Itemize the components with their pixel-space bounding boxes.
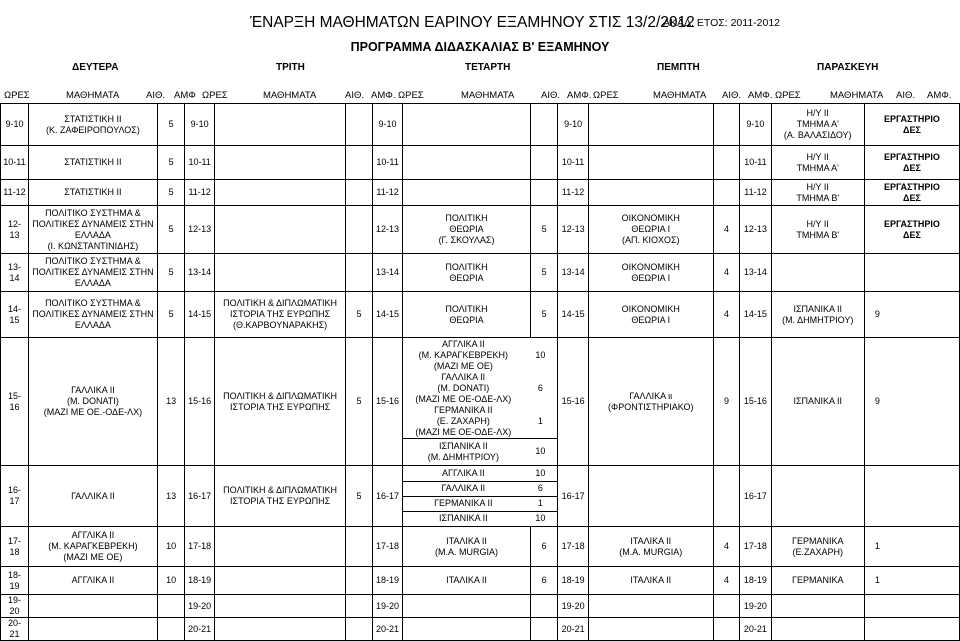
course-cell: ΟΙΚΟΝΟΜΙΚΗ ΘΕΩΡΙΑ Ι (ΑΠ. ΚΙΟΧΟΣ) bbox=[588, 206, 713, 254]
room-cell: 6 bbox=[523, 481, 557, 496]
hour-cell: 18-19 bbox=[372, 567, 402, 595]
course-cell bbox=[588, 595, 713, 618]
table-row bbox=[1, 292, 960, 338]
hour-cell: 16-17 bbox=[558, 466, 588, 527]
hour-cell: 11-12 bbox=[372, 180, 402, 206]
hour-cell: 17-18 bbox=[740, 527, 771, 567]
course-cell bbox=[771, 595, 864, 618]
course-cell bbox=[214, 527, 345, 567]
hour-cell: 9-10 bbox=[372, 104, 402, 146]
room-cell: 1 bbox=[523, 496, 557, 511]
course-cell bbox=[28, 595, 157, 618]
room-cell: 10 bbox=[535, 349, 546, 360]
course-cell: ΓΕΡΜΑΝΙΚΑ bbox=[771, 567, 864, 595]
room-cell: 4 bbox=[713, 254, 740, 292]
room-cell: 5 bbox=[530, 254, 558, 292]
room-cell bbox=[346, 567, 373, 595]
room-cell bbox=[346, 527, 373, 567]
course-cell: ΓΕΡΜΑΝΙΚΑ (Ε.ΖΑΧΑΡΗ) bbox=[771, 527, 864, 567]
lab-cell: ΕΡΓΑΣΤΗΡΙΟ ΔΕΣ bbox=[864, 206, 959, 254]
hour-cell: 19-20 bbox=[372, 595, 402, 618]
room-cell: 10 bbox=[535, 467, 546, 478]
course-cell bbox=[214, 180, 345, 206]
course-cell: ΙΤΑΛΙΚΑ ΙΙ bbox=[403, 567, 530, 595]
hour-cell: 15-16 bbox=[372, 338, 402, 466]
course-cell: Η/Υ ΙΙ ΤΜΗΜΑ Β' bbox=[771, 206, 864, 254]
hour-cell: 10-11 bbox=[372, 146, 402, 180]
hour-cell: 11-12 bbox=[1, 180, 29, 206]
course-cell: ΓΑΛΛΙΚΑ ΙΙ bbox=[403, 481, 523, 496]
course-cell: ΙΤΑΛΙΚΑ ΙΙ (Μ.Α. MURGIA) bbox=[588, 527, 713, 567]
room-cell: 4 bbox=[713, 527, 740, 567]
hour-cell: 14-15 bbox=[372, 292, 402, 338]
hour-cell: 12-13 bbox=[740, 206, 771, 254]
schedule-title-bar bbox=[0, 14, 960, 38]
course-cell bbox=[403, 180, 530, 206]
col-amph: ΑΜΦ bbox=[174, 90, 196, 101]
hour-cell: 18-19 bbox=[185, 567, 215, 595]
hour-cell: 11-12 bbox=[558, 180, 588, 206]
col-room: ΑΙΘ. bbox=[146, 90, 166, 101]
course-cell: ΓΑΛΛΙΚΑ ΙΙ (Μ. DONATI) (ΜΑΖΙ ΜΕ ΟΕ-ΟΔΕ-ΛΧ) bbox=[415, 371, 512, 404]
course-cell bbox=[28, 618, 157, 641]
course-cell bbox=[214, 618, 345, 641]
course-cell bbox=[771, 254, 864, 292]
course-cell: ΑΓΓΛΙΚΑ ΙΙ bbox=[28, 567, 157, 595]
hour-cell: 20-21 bbox=[740, 618, 771, 641]
course-cell: ΣΤΑΤΙΣΤΙΚΗ ΙΙ bbox=[28, 146, 157, 180]
room-cell bbox=[530, 180, 558, 206]
room-cell: 10 bbox=[523, 511, 557, 526]
hour-cell: 17-18 bbox=[185, 527, 215, 567]
hour-cell: 19-20 bbox=[1, 595, 29, 618]
table-row bbox=[1, 104, 960, 146]
course-cell bbox=[771, 618, 864, 641]
course-cell: ΠΟΛΙΤΙΚΟ ΣΥΣΤΗΜΑ & ΠΟΛΙΤΙΚΕΣ ΔΥΝΑΜΕΙΣ ΣΤΗΝ ΕΛΛΑΔΑ (Ι. ΚΩΝΣΤΑΝΤΙΝΙΔΗΣ) bbox=[28, 206, 157, 254]
hour-cell: 14-15 bbox=[1, 292, 29, 338]
hour-cell: 13-14 bbox=[558, 254, 588, 292]
hour-cell: 13-14 bbox=[372, 254, 402, 292]
language-subtable bbox=[403, 466, 557, 526]
table-row bbox=[1, 567, 960, 595]
room-cell bbox=[530, 104, 558, 146]
hour-cell: 15-16 bbox=[1, 338, 29, 466]
room-cell: 1 bbox=[864, 527, 959, 567]
hour-cell: 9-10 bbox=[558, 104, 588, 146]
table-row bbox=[1, 146, 960, 180]
room-cell bbox=[713, 595, 740, 618]
col-amph: ΑΜΦ. bbox=[748, 90, 773, 101]
hour-cell: 14-15 bbox=[740, 292, 771, 338]
hour-cell: 15-16 bbox=[185, 338, 215, 466]
hour-cell: 10-11 bbox=[558, 146, 588, 180]
column-header-row bbox=[0, 90, 960, 103]
course-cell bbox=[403, 146, 530, 180]
course-cell bbox=[588, 180, 713, 206]
col-course: ΜΑΘΗΜΑΤΑ bbox=[66, 90, 120, 101]
hour-cell: 19-20 bbox=[185, 595, 215, 618]
room-cell: 6 bbox=[530, 527, 558, 567]
room-cell: 6 bbox=[537, 382, 543, 393]
course-cell: ΓΑΛΛΙΚΑ ΙΙ bbox=[28, 466, 157, 527]
room-cell bbox=[157, 618, 184, 641]
course-cell bbox=[214, 146, 345, 180]
schedule-title: ΈΝΑΡΞΗ ΜΑΘΗΜΑΤΩΝ ΕΑΡΙΝΟΥ ΕΞΑΜΗΝΟΥ ΣΤΙΣ 13/2/2012 bbox=[250, 14, 695, 31]
course-cell: ΠΟΛΙΤΙΚΗ & ΔΙΠΛΩΜΑΤΙΚΗ ΙΣΤΟΡΙΑ ΤΗΣ ΕΥΡΩΠΗΣ (Θ.ΚΑΡΒΟΥΝΑΡΑΚΗΣ) bbox=[214, 292, 345, 338]
hour-cell: 12-13 bbox=[1, 206, 29, 254]
hour-cell: 14-15 bbox=[185, 292, 215, 338]
course-cell: ΣΤΑΤΙΣΤΙΚΗ ΙΙ bbox=[28, 180, 157, 206]
hour-cell: 20-21 bbox=[185, 618, 215, 641]
hour-cell: 9-10 bbox=[1, 104, 29, 146]
room-cell bbox=[346, 595, 373, 618]
hour-cell: 17-18 bbox=[558, 527, 588, 567]
course-cell: ΙΤΑΛΙΚΑ ΙΙ bbox=[588, 567, 713, 595]
room-cell: 10 bbox=[157, 567, 184, 595]
room-cell: 4 bbox=[713, 567, 740, 595]
room-cell: 5 bbox=[157, 104, 184, 146]
room-cell bbox=[864, 618, 959, 641]
course-cell: Η/Υ ΙΙ ΤΜΗΜΑ Β' bbox=[771, 180, 864, 206]
course-cell: ΙΣΠΑΝΙΚΑ ΙΙ bbox=[771, 338, 864, 466]
course-cell bbox=[771, 466, 864, 527]
course-cell: ΟΙΚΟΝΟΜΙΚΗ ΘΕΩΡΙΑ Ι bbox=[588, 254, 713, 292]
day-friday: ΠΑΡΑΣΚΕΥΗ bbox=[817, 62, 879, 73]
room-cell bbox=[713, 180, 740, 206]
course-cell bbox=[214, 206, 345, 254]
hour-cell: 10-11 bbox=[1, 146, 29, 180]
room-cell bbox=[530, 618, 558, 641]
hour-cell: 13-14 bbox=[1, 254, 29, 292]
col-hour: ΩΡΕΣ bbox=[593, 90, 619, 101]
room-cell bbox=[713, 618, 740, 641]
room-cell bbox=[864, 595, 959, 618]
hour-cell: 17-18 bbox=[372, 527, 402, 567]
course-cell: ΑΓΓΛΙΚΑ ΙΙ (Μ. ΚΑΡΑΓΚΕΒΡΕΚΗ) (ΜΑΖΙ ΜΕ ΟΕ) bbox=[418, 338, 508, 371]
course-cell: ΑΓΓΛΙΚΑ ΙΙ bbox=[442, 467, 485, 478]
room-cell bbox=[864, 466, 959, 527]
col-room: ΑΙΘ. bbox=[896, 90, 916, 101]
table-row bbox=[1, 180, 960, 206]
course-cell: ΠΟΛΙΤΙΚΗ ΘΕΩΡΙΑ bbox=[403, 254, 530, 292]
course-cell: ΠΟΛΙΤΙΚΟ ΣΥΣΤΗΜΑ & ΠΟΛΙΤΙΚΕΣ ΔΥΝΑΜΕΙΣ ΣΤΗΝ ΕΛΛΑΔΑ bbox=[28, 254, 157, 292]
room-cell: 5 bbox=[157, 146, 184, 180]
course-cell: ΓΕΡΜΑΝΙΚΑ ΙΙ bbox=[403, 496, 523, 511]
hour-cell: 16-17 bbox=[185, 466, 215, 527]
room-cell: 5 bbox=[530, 206, 558, 254]
room-cell: 10 bbox=[157, 527, 184, 567]
language-group-cell bbox=[403, 338, 558, 466]
course-cell: ΑΓΓΛΙΚΑ ΙΙ (Μ. ΚΑΡΑΓΚΕΒΡΕΚΗ) (ΜΑΖΙ ΜΕ ΟΕ) bbox=[28, 527, 157, 567]
hour-cell: 10-11 bbox=[185, 146, 215, 180]
room-cell bbox=[713, 146, 740, 180]
room-cell: 10 bbox=[523, 439, 557, 465]
course-cell bbox=[214, 104, 345, 146]
course-cell bbox=[588, 466, 713, 527]
room-cell bbox=[530, 595, 558, 618]
hour-cell: 11-12 bbox=[185, 180, 215, 206]
hour-cell: 18-19 bbox=[740, 567, 771, 595]
room-cell bbox=[346, 254, 373, 292]
course-cell: ΠΟΛΙΤΙΚΗ & ΔΙΠΛΩΜΑΤΙΚΗ ΙΣΤΟΡΙΑ ΤΗΣ ΕΥΡΩΠΗΣ bbox=[214, 338, 345, 466]
hour-cell: 13-14 bbox=[185, 254, 215, 292]
hour-cell: 14-15 bbox=[558, 292, 588, 338]
course-cell bbox=[588, 104, 713, 146]
language-group-cell bbox=[403, 466, 558, 527]
room-cell bbox=[346, 206, 373, 254]
room-cell bbox=[346, 104, 373, 146]
lab-cell: ΕΡΓΑΣΤΗΡΙΟ ΔΕΣ bbox=[864, 104, 959, 146]
hour-cell: 12-13 bbox=[372, 206, 402, 254]
lab-cell: ΕΡΓΑΣΤΗΡΙΟ ΔΕΣ bbox=[864, 180, 959, 206]
course-cell bbox=[403, 104, 530, 146]
col-amph: ΑΜΦ. bbox=[567, 90, 592, 101]
course-cell: ΠΟΛΙΤΙΚΟ ΣΥΣΤΗΜΑ & ΠΟΛΙΤΙΚΕΣ ΔΥΝΑΜΕΙΣ ΣΤΗΝ ΕΛΛΑΔΑ bbox=[28, 292, 157, 338]
hour-cell: 11-12 bbox=[740, 180, 771, 206]
course-cell: Η/Υ ΙΙ ΤΜΗΜΑ Α' (Α. ΒΑΛΑΣΙΔΟΥ) bbox=[771, 104, 864, 146]
table-row bbox=[1, 527, 960, 567]
course-cell: ΠΟΛΙΤΙΚΗ ΘΕΩΡΙΑ bbox=[403, 292, 530, 338]
room-cell: 5 bbox=[157, 254, 184, 292]
col-amph: ΑΜΦ. bbox=[371, 90, 396, 101]
course-cell bbox=[214, 567, 345, 595]
table-row bbox=[1, 338, 960, 466]
hour-cell: 19-20 bbox=[558, 595, 588, 618]
day-thursday: ΠΕΜΠΤΗ bbox=[657, 62, 700, 73]
table-row bbox=[1, 618, 960, 641]
room-cell: 1 bbox=[537, 415, 543, 426]
room-cell bbox=[346, 146, 373, 180]
col-amph: ΑΜΦ. bbox=[927, 90, 952, 101]
day-header-row bbox=[0, 62, 960, 76]
table-row bbox=[1, 206, 960, 254]
day-wednesday: ΤΕΤΑΡΤΗ bbox=[465, 62, 511, 73]
day-monday: ΔΕΥΤΕΡΑ bbox=[72, 62, 119, 73]
col-course: ΜΑΘΗΜΑΤΑ bbox=[461, 90, 515, 101]
room-cell bbox=[346, 180, 373, 206]
room-cell: 5 bbox=[346, 466, 373, 527]
hour-cell: 15-16 bbox=[558, 338, 588, 466]
schedule-table bbox=[0, 103, 960, 641]
academic-year: ΑΚΑΔ. ΕΤΟΣ: 2011-2012 bbox=[663, 17, 781, 29]
hour-cell: 20-21 bbox=[1, 618, 29, 641]
room-cell: 9 bbox=[864, 338, 959, 466]
room-cell bbox=[713, 104, 740, 146]
room-cell: 4 bbox=[713, 292, 740, 338]
room-cell: 13 bbox=[157, 466, 184, 527]
course-cell: ΟΙΚΟΝΟΜΙΚΗ ΘΕΩΡΙΑ Ι bbox=[588, 292, 713, 338]
table-row bbox=[1, 254, 960, 292]
hour-cell: 16-17 bbox=[372, 466, 402, 527]
language-subtable bbox=[403, 339, 557, 465]
course-cell: ΙΣΠΑΝΙΚΑ ΙΙ (Μ. ΔΗΜΗΤΡΙΟΥ) bbox=[403, 439, 523, 465]
room-cell: 6 bbox=[530, 567, 558, 595]
hour-cell: 10-11 bbox=[740, 146, 771, 180]
hour-cell: 15-16 bbox=[740, 338, 771, 466]
room-cell bbox=[346, 618, 373, 641]
room-cell: 5 bbox=[157, 292, 184, 338]
room-cell bbox=[157, 595, 184, 618]
col-hour: ΩΡΕΣ bbox=[398, 90, 424, 101]
course-cell bbox=[588, 146, 713, 180]
col-room: ΑΙΘ. bbox=[722, 90, 742, 101]
hour-cell: 19-20 bbox=[740, 595, 771, 618]
col-room: ΑΙΘ. bbox=[345, 90, 365, 101]
hour-cell: 9-10 bbox=[740, 104, 771, 146]
hour-cell: 20-21 bbox=[558, 618, 588, 641]
col-hour: ΩΡΕΣ bbox=[202, 90, 228, 101]
day-tuesday: ΤΡΙΤΗ bbox=[276, 62, 305, 73]
col-room: ΑΙΘ. bbox=[541, 90, 561, 101]
room-cell: 13 bbox=[157, 338, 184, 466]
course-cell: ΓΑΛΛΙΚΑ ιι (ΦΡΟΝΤΙΣΤΗΡΙΑΚΟ) bbox=[588, 338, 713, 466]
hour-cell: 16-17 bbox=[740, 466, 771, 527]
course-cell bbox=[403, 618, 530, 641]
room-cell: 5 bbox=[346, 338, 373, 466]
hour-cell: 16-17 bbox=[1, 466, 29, 527]
hour-cell: 13-14 bbox=[740, 254, 771, 292]
room-cell: 5 bbox=[346, 292, 373, 338]
hour-cell: 17-18 bbox=[1, 527, 29, 567]
col-course: ΜΑΘΗΜΑΤΑ bbox=[653, 90, 707, 101]
col-course: ΜΑΘΗΜΑΤΑ bbox=[830, 90, 884, 101]
course-cell bbox=[214, 595, 345, 618]
lab-cell: ΕΡΓΑΣΤΗΡΙΟ ΔΕΣ bbox=[864, 146, 959, 180]
course-cell: ΠΟΛΙΤΙΚΗ & ΔΙΠΛΩΜΑΤΙΚΗ ΙΣΤΟΡΙΑ ΤΗΣ ΕΥΡΩΠΗΣ bbox=[214, 466, 345, 527]
hour-cell: 20-21 bbox=[372, 618, 402, 641]
hour-cell: 18-19 bbox=[1, 567, 29, 595]
course-cell: ΙΣΠΑΝΙΚΑ ΙΙ (Μ. ΔΗΜΗΤΡΙΟΥ) bbox=[771, 292, 864, 338]
room-cell: 5 bbox=[157, 206, 184, 254]
table-row bbox=[1, 595, 960, 618]
course-cell: Η/Υ ΙΙ ΤΜΗΜΑ Α' bbox=[771, 146, 864, 180]
table-row bbox=[1, 466, 960, 527]
room-cell: 9 bbox=[864, 292, 959, 338]
course-cell: ΣΤΑΤΙΣΤΙΚΗ ΙΙ (Κ. ΖΑΦΕΙΡΟΠΟΥΛΟΣ) bbox=[28, 104, 157, 146]
hour-cell: 9-10 bbox=[185, 104, 215, 146]
room-cell: 9 bbox=[713, 338, 740, 466]
col-hour: ΩΡΕΣ bbox=[4, 90, 30, 101]
course-cell: ΓΑΛΛΙΚΑ ΙΙ (Μ. DONATI) (ΜΑΖΙ ΜΕ ΟΕ.-ΟΔΕ-ΛΧ) bbox=[28, 338, 157, 466]
room-cell: 4 bbox=[713, 206, 740, 254]
course-cell: ΓΕΡΜΑΝΙΚΑ ΙΙ (Ε. ΖΑΧΑΡΗ) (ΜΑΖΙ ΜΕ ΟΕ-ΟΔΕ-ΛΧ) bbox=[415, 404, 512, 437]
room-cell bbox=[530, 146, 558, 180]
course-cell bbox=[588, 618, 713, 641]
room-cell: 5 bbox=[530, 292, 558, 338]
course-cell bbox=[403, 595, 530, 618]
course-cell bbox=[214, 254, 345, 292]
lab-cell bbox=[864, 254, 959, 292]
room-cell bbox=[713, 466, 740, 527]
course-cell: ΙΣΠΑΝΙΚΑ ΙΙ bbox=[403, 511, 523, 526]
course-cell: ΠΟΛΙΤΙΚΗ ΘΕΩΡΙΑ (Γ. ΣΚΟΥΛΑΣ) bbox=[403, 206, 530, 254]
col-course: ΜΑΘΗΜΑΤΑ bbox=[263, 90, 317, 101]
hour-cell: 12-13 bbox=[558, 206, 588, 254]
hour-cell: 12-13 bbox=[185, 206, 215, 254]
col-hour: ΩΡΕΣ bbox=[775, 90, 801, 101]
hour-cell: 18-19 bbox=[558, 567, 588, 595]
room-cell: 1 bbox=[864, 567, 959, 595]
room-cell: 5 bbox=[157, 180, 184, 206]
course-cell: ΙΤΑΛΙΚΑ ΙΙ (Μ.Α. MURGIA) bbox=[403, 527, 530, 567]
schedule-subtitle: ΠΡΟΓΡΑΜΜΑ ΔΙΔΑΣΚΑΛΙΑΣ Β' ΕΞΑΜΗΝΟΥ bbox=[350, 40, 610, 54]
